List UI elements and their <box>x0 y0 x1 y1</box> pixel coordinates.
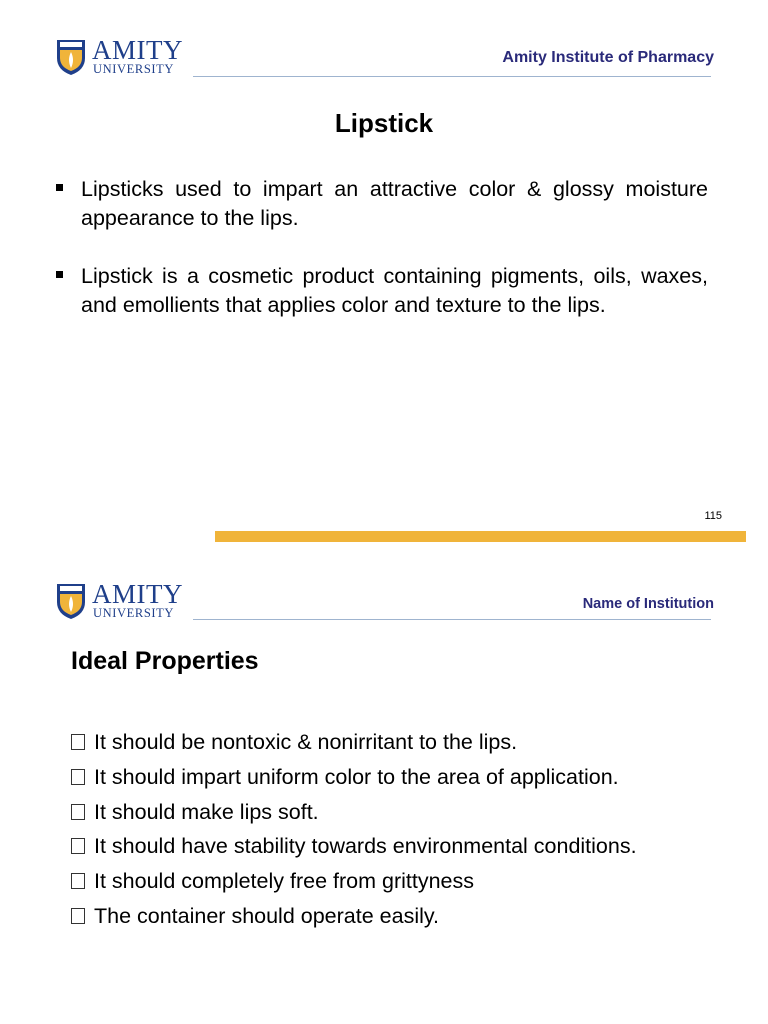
slide-title: Ideal Properties <box>71 647 259 675</box>
header-divider <box>193 619 711 620</box>
properties-list <box>71 725 637 934</box>
page-number: 115 <box>704 510 722 522</box>
checkbox-glyph-icon <box>71 908 85 924</box>
amity-logo <box>56 35 183 80</box>
property-text: The container should operate easily. <box>94 903 440 928</box>
amity-shield-icon <box>56 38 86 76</box>
amity-logo <box>56 579 183 624</box>
list-item <box>71 899 637 934</box>
list-item <box>71 864 637 899</box>
list-item <box>71 760 637 795</box>
checkbox-glyph-icon <box>71 734 85 750</box>
institution-name: Amity Institute of Pharmacy <box>502 49 714 66</box>
checkbox-glyph-icon <box>71 769 85 785</box>
checkbox-glyph-icon <box>71 804 85 820</box>
slide-title: Lipstick <box>334 108 434 138</box>
bullet-text: Lipstick is a cosmetic product containing pigments, oils, waxes, and emollients that applies color and texture to the lips. <box>81 264 708 317</box>
list-item <box>56 175 708 233</box>
logo-brand: AMITY <box>92 579 183 609</box>
square-bullet-icon <box>56 271 63 278</box>
property-text: It should be nontoxic & nonirritant to the lips. <box>94 730 518 754</box>
amity-shield-icon <box>56 582 86 620</box>
list-item <box>71 725 637 760</box>
list-item <box>71 795 637 830</box>
bullet-list <box>56 175 708 349</box>
list-item <box>71 829 637 864</box>
property-text: It should impart uniform color to the area of application. <box>94 764 619 789</box>
bullet-text: Lipsticks used to impart an attractive color & glossy moisture appearance to the lips. <box>81 177 708 230</box>
property-text: It should completely free from grittyness <box>94 869 474 894</box>
institution-name: Name of Institution <box>582 596 714 612</box>
property-text: It should have stability towards environmental conditions. <box>94 834 637 859</box>
logo-sub: UNIVERSITY <box>93 606 174 620</box>
logo-brand: AMITY <box>92 35 183 65</box>
checkbox-glyph-icon <box>71 873 85 889</box>
square-bullet-icon <box>56 184 63 191</box>
list-item <box>56 262 708 320</box>
checkbox-glyph-icon <box>71 838 85 854</box>
slide-ideal-properties <box>0 545 768 1024</box>
logo-sub: UNIVERSITY <box>93 62 174 76</box>
footer-accent-bar <box>215 531 746 542</box>
property-text: It should make lips soft. <box>94 799 319 824</box>
header-divider <box>193 76 711 77</box>
